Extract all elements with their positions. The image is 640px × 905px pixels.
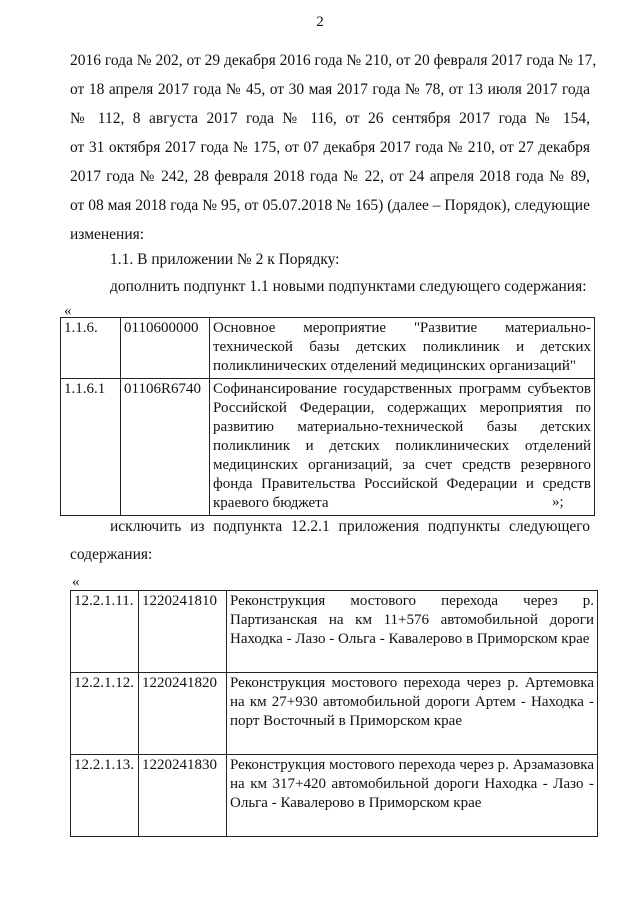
row-description: Реконструкция мостового перехода через р. Арзамазовка на км 317+420 автомобильной дороги Находка - Лазо - Ольга - Кавалерово в Приморском крае bbox=[227, 755, 598, 837]
row-number: 12.2.1.12. bbox=[71, 673, 139, 755]
row-number: 12.2.1.11. bbox=[71, 591, 139, 673]
row-description: Основное мероприятие "Развитие материально-технической базы детских поликлиник и детских поликлинических отделений медицинских организаций" bbox=[210, 318, 595, 379]
add-subitems-text: дополнить подпункт 1.1 новыми подпунктами следующего содержания: bbox=[110, 278, 587, 295]
excluded-items-table bbox=[70, 590, 598, 837]
exclude-text bbox=[110, 518, 590, 536]
open-quote: « bbox=[72, 574, 80, 590]
intro-line: от 31 октября 2017 года № 175, от 07 декабря 2017 года № 210, от 27 декабря bbox=[70, 139, 590, 156]
row-description: Реконструкция мостового перехода через р. Партизанская на км 11+576 автомобильной дороги Находка - Лазо - Ольга - Кавалерово в Приморском крае bbox=[227, 591, 598, 673]
intro-line: изменения: bbox=[70, 226, 145, 243]
row-number: 1.1.6. bbox=[61, 318, 121, 379]
row-code: 1220241820 bbox=[139, 673, 227, 755]
item-1-1: 1.1. В приложении № 2 к Порядку: bbox=[110, 251, 340, 268]
table-row bbox=[71, 591, 598, 673]
open-quote: « bbox=[64, 303, 72, 319]
table-row bbox=[71, 673, 598, 755]
row-description: Реконструкция мостового перехода через р. Артемовка на км 27+930 автомобильной дороги Артем - Находка - порт Восточный в Приморском крае bbox=[227, 673, 598, 755]
intro-line: 2016 года № 202, от 29 декабря 2016 года № 210, от 20 февраля 2017 года № 17, bbox=[70, 52, 597, 69]
row-code: 0110600000 bbox=[121, 318, 210, 379]
table-row bbox=[61, 318, 595, 379]
row-code: 01106R6740 bbox=[121, 379, 210, 516]
row-number: 12.2.1.13. bbox=[71, 755, 139, 837]
exclude-line: исключить из подпункта 12.2.1 приложения подпункты следующего bbox=[110, 518, 590, 535]
close-quote: »; bbox=[552, 494, 564, 510]
row-number: 1.1.6.1 bbox=[61, 379, 121, 516]
table-row bbox=[61, 379, 595, 516]
row-description: Софинансирование государственных программ субъектов Российской Федерации, содержащих мероприятия по развитию материально-технической базы детских поликлиник и детских поликлинических отделений медицинских организаций, за счет средств резервного фонда Правительства Российской Федерации и средств краевого бюджета bbox=[210, 379, 595, 516]
added-items-table bbox=[60, 317, 595, 516]
row-code: 1220241810 bbox=[139, 591, 227, 673]
intro-line: от 18 апреля 2017 года № 45, от 30 мая 2017 года № 78, от 13 июля 2017 года bbox=[70, 81, 590, 98]
intro-line: от 08 мая 2018 года № 95, от 05.07.2018 № 165) (далее – Порядок), следующие bbox=[70, 197, 590, 214]
page-number: 2 bbox=[316, 14, 324, 30]
intro-line: 2017 года № 242, 28 февраля 2018 года № 22, от 24 апреля 2018 года № 89, bbox=[70, 168, 590, 185]
table-row bbox=[71, 755, 598, 837]
intro-line: № 112, 8 августа 2017 года № 116, от 26 сентября 2017 года № 154, bbox=[70, 110, 590, 127]
intro-paragraph bbox=[70, 46, 597, 249]
exclude-text-end: содержания: bbox=[70, 546, 153, 563]
row-code: 1220241830 bbox=[139, 755, 227, 837]
